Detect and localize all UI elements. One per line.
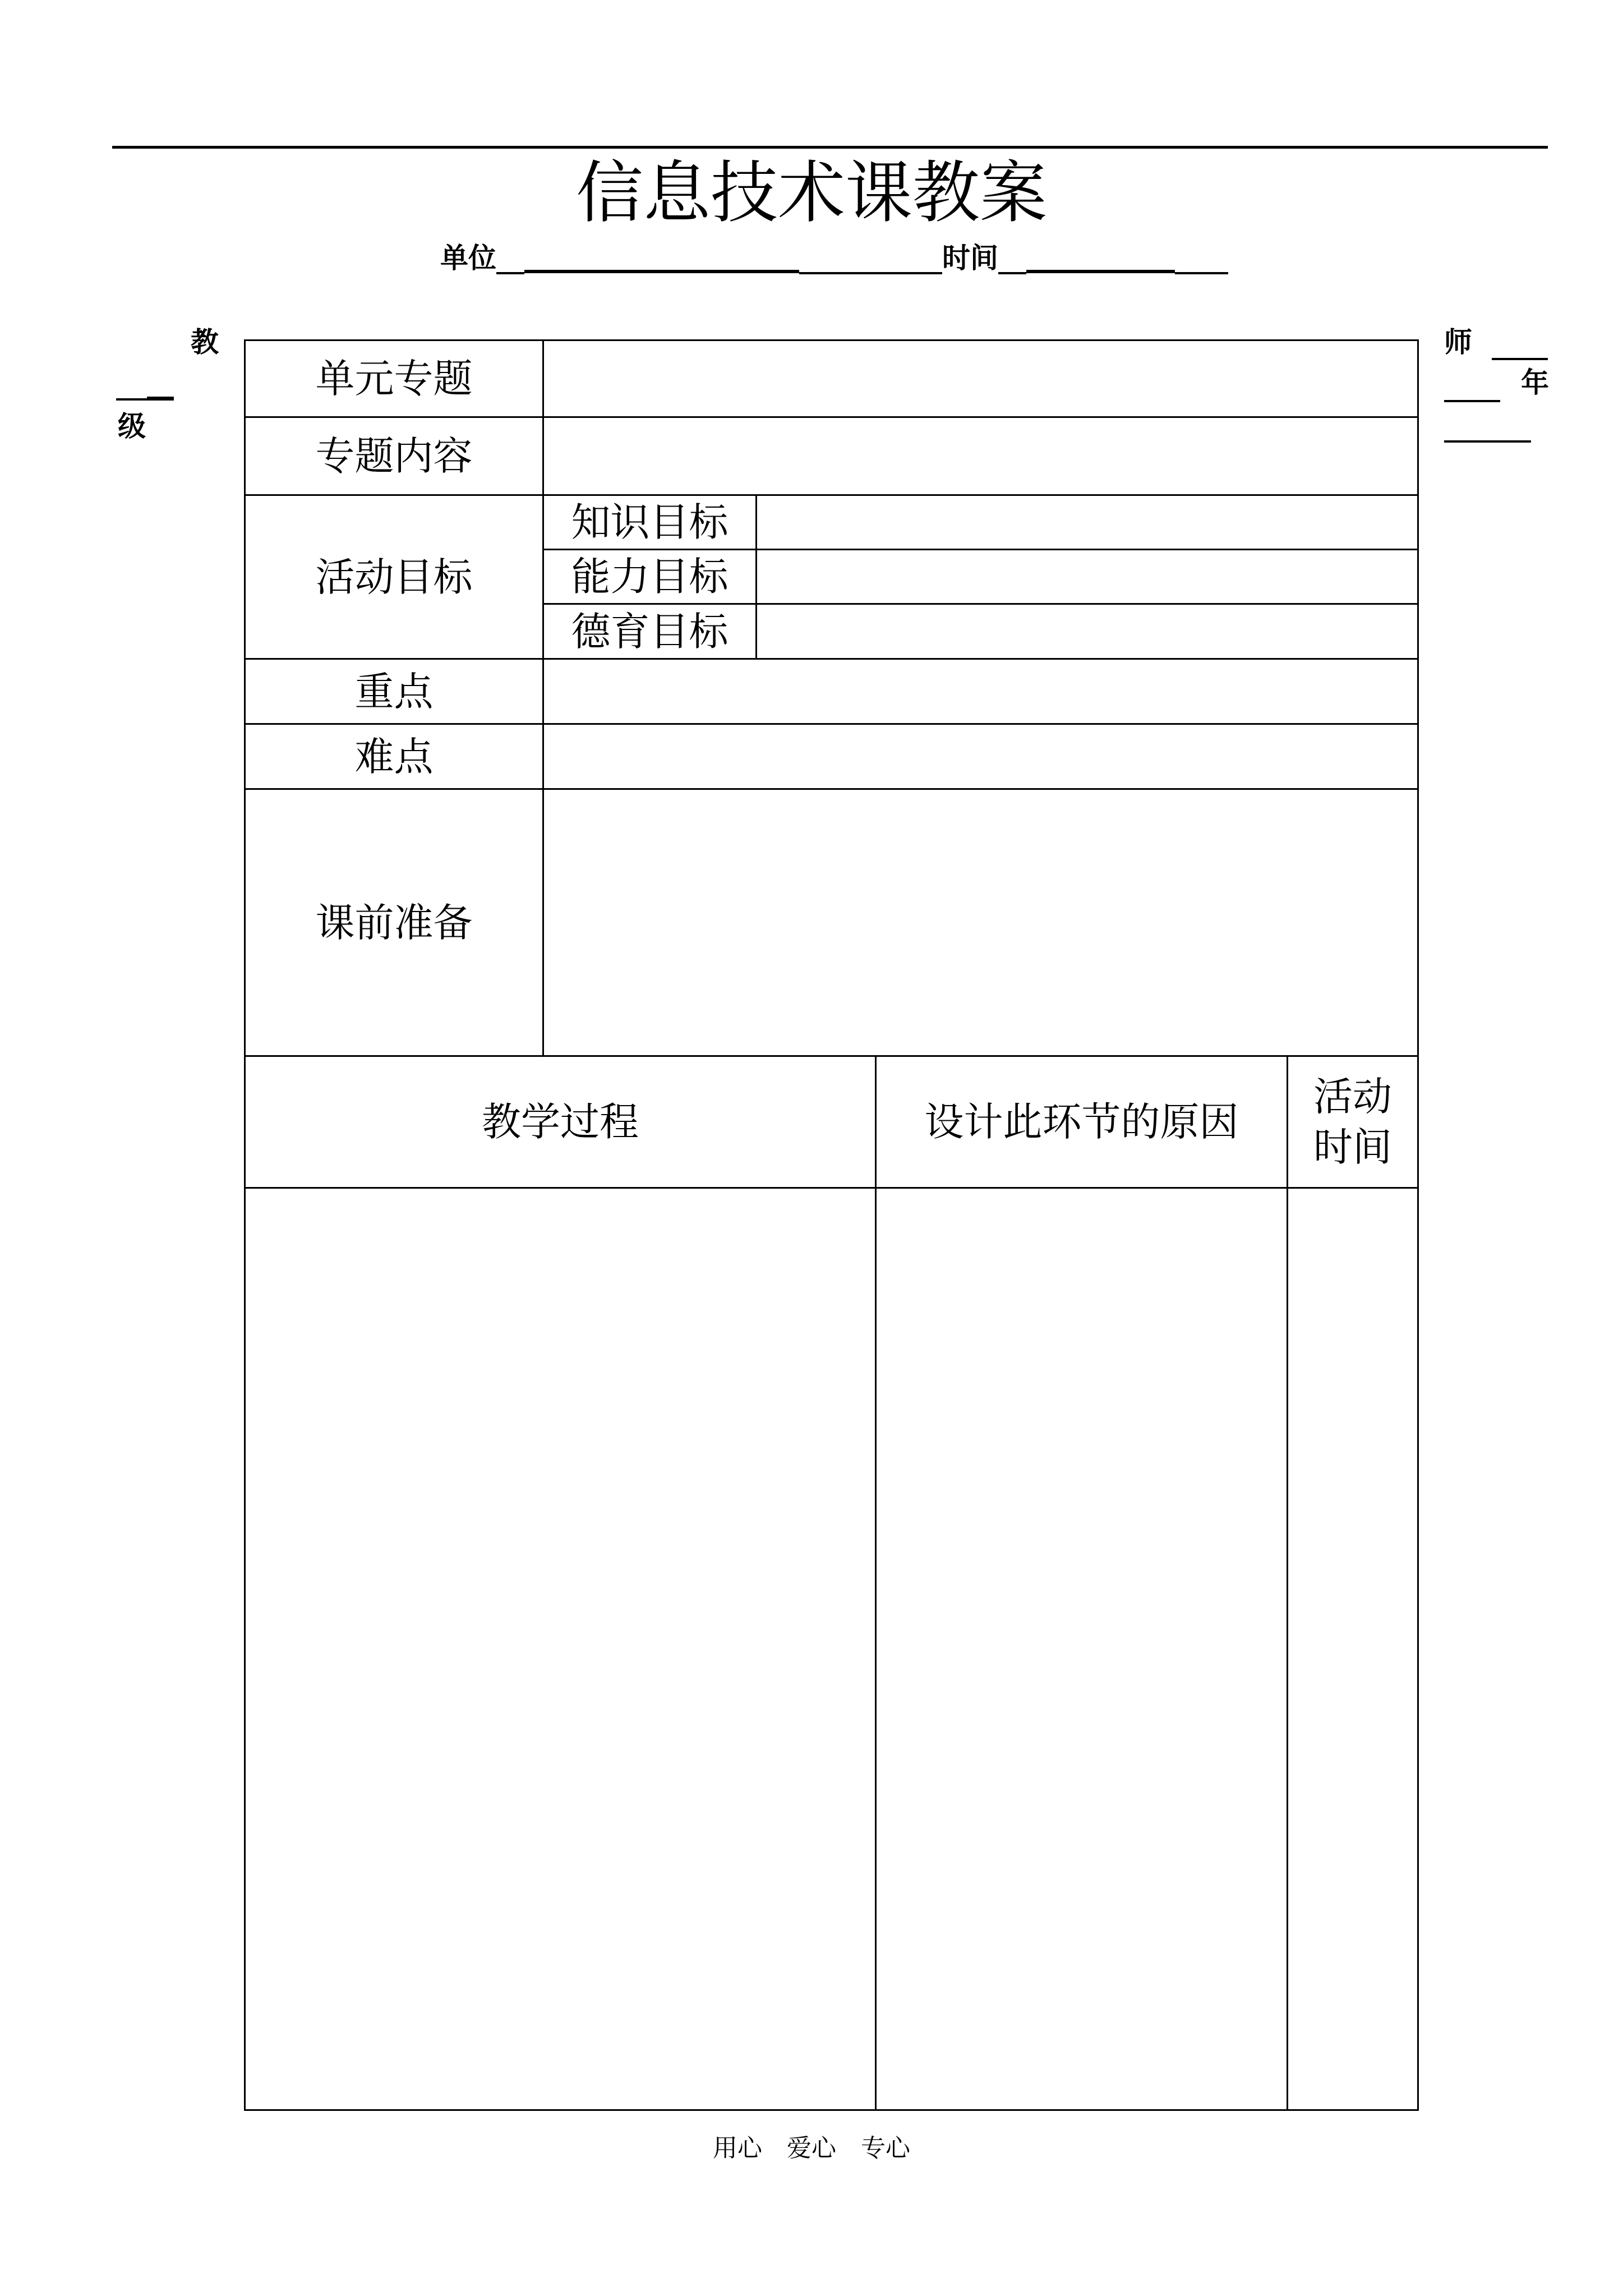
teacher-blank-left-bold: [147, 397, 174, 401]
lesson-plan-form: [244, 339, 1419, 2111]
topic-content-label: 专题内容: [244, 416, 544, 496]
preparation-field[interactable]: [542, 788, 1419, 1057]
difficulty-label: 难点: [244, 723, 544, 790]
ability-goal-field[interactable]: [755, 549, 1419, 605]
footer-motto: 用心 爱心 专心: [713, 2134, 910, 2162]
teaching-process-header: 教学过程: [244, 1055, 877, 1189]
activity-time-field[interactable]: [1287, 1187, 1419, 2111]
unit-label: 单位: [440, 241, 496, 274]
top-rule: [112, 146, 1548, 149]
design-reason-header: 设计此环节的原因: [875, 1055, 1288, 1189]
activity-goals-label: 活动目标: [244, 494, 544, 660]
teacher-blank-right[interactable]: [1492, 358, 1548, 360]
design-reason-field[interactable]: [875, 1187, 1288, 2111]
grade-blank-right-b[interactable]: [1444, 440, 1531, 443]
unit-topic-field[interactable]: [542, 339, 1419, 418]
key-point-field[interactable]: [542, 658, 1419, 725]
unit-blank-short: [496, 272, 524, 274]
knowledge-goal-label: 知识目标: [542, 494, 757, 550]
unit-topic-label: 单元专题: [244, 339, 544, 418]
moral-goal-label: 德育目标: [542, 603, 757, 660]
time-field[interactable]: [1026, 270, 1175, 273]
grade-blank-right-a[interactable]: [1444, 400, 1500, 402]
knowledge-goal-field[interactable]: [755, 494, 1419, 550]
teacher-blank-left: [116, 398, 147, 401]
teaching-process-field[interactable]: [244, 1187, 877, 2111]
time-blank-tail: [1175, 272, 1228, 274]
time-blank-short: [998, 272, 1026, 274]
unit-blank-tail: [799, 272, 942, 274]
moral-goal-field[interactable]: [755, 603, 1419, 660]
grade-label-left: 级: [118, 409, 146, 443]
activity-time-header: [1287, 1055, 1419, 1189]
ability-goal-label: 能力目标: [542, 549, 757, 605]
grade-label-right: 年: [1521, 366, 1549, 399]
teacher-label-left: 教: [191, 325, 219, 358]
time-label: 时间: [942, 241, 998, 274]
unit-field[interactable]: [524, 270, 799, 273]
preparation-label: 课前准备: [244, 788, 544, 1057]
activity-time-line2: 时间: [1313, 1124, 1392, 1170]
page-title: 信息技术课教案: [576, 154, 1047, 232]
topic-content-field[interactable]: [542, 416, 1419, 496]
difficulty-field[interactable]: [542, 723, 1419, 790]
activity-time-line1: 活动: [1313, 1074, 1392, 1120]
key-point-label: 重点: [244, 658, 544, 725]
teacher-label-right: 师: [1444, 325, 1472, 358]
